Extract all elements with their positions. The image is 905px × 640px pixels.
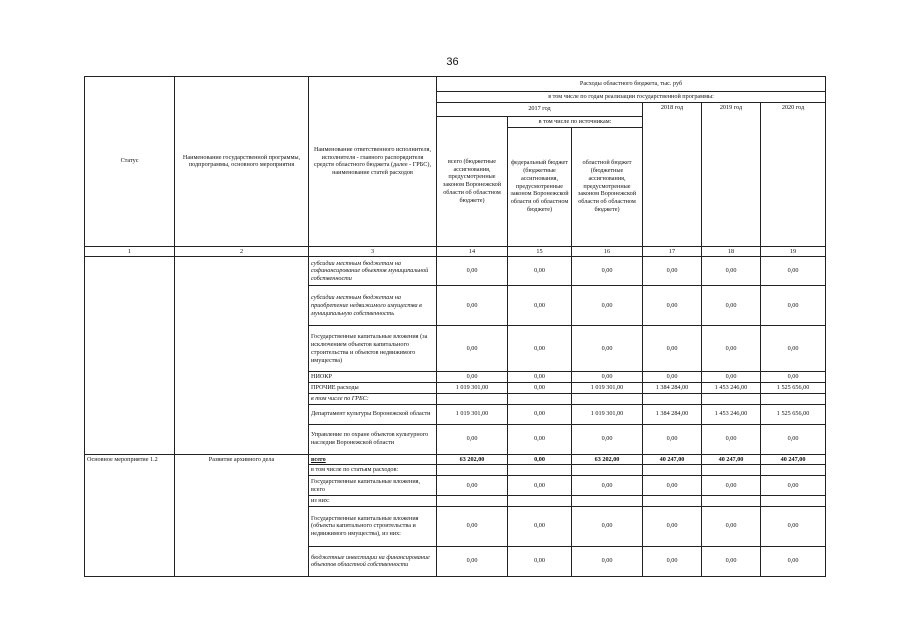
value-cell <box>643 496 702 507</box>
value-cell: 0,00 <box>702 506 761 546</box>
value-cell: 1 525 656,00 <box>761 383 826 394</box>
budget-table <box>84 76 826 577</box>
value-cell: 40 247,00 <box>702 454 761 465</box>
value-cell: 0,00 <box>508 404 572 424</box>
col-number: 14 <box>437 246 508 257</box>
value-cell: 0,00 <box>761 372 826 383</box>
status-cell-empty <box>85 257 175 454</box>
value-cell: 0,00 <box>437 326 508 372</box>
value-cell: 0,00 <box>572 286 643 326</box>
value-cell: 0,00 <box>437 506 508 546</box>
value-cell: 1 019 301,00 <box>437 383 508 394</box>
col-number: 3 <box>309 246 437 257</box>
value-cell: 0,00 <box>761 326 826 372</box>
value-cell: 0,00 <box>702 326 761 372</box>
value-cell: 0,00 <box>437 286 508 326</box>
value-cell: 0,00 <box>761 546 826 576</box>
value-cell: 1 525 656,00 <box>761 404 826 424</box>
header-year-2017: 2017 год <box>437 102 643 116</box>
value-cell <box>437 465 508 476</box>
row-label: в том числе по статьям расходов: <box>309 465 437 476</box>
value-cell: 0,00 <box>702 286 761 326</box>
header-regional-col: областной бюджет (бюджетные ассигнования, предусмотренные законом Воронежской области об областном бюджете) <box>572 127 643 246</box>
value-cell: 0,00 <box>761 424 826 454</box>
row-label: Государственные капитальные вложения (объекты капитального строительства и недвижимого имущества), из них: <box>309 506 437 546</box>
value-cell: 0,00 <box>437 372 508 383</box>
value-cell: 40 247,00 <box>643 454 702 465</box>
row-label: НИОКР <box>309 372 437 383</box>
value-cell <box>437 496 508 507</box>
value-cell: 0,00 <box>761 257 826 286</box>
value-cell: 1 019 301,00 <box>437 404 508 424</box>
value-cell: 0,00 <box>437 546 508 576</box>
row-label: субсидии местным бюджетам на приобретение недвижимого имущества в муниципальную собственность <box>309 286 437 326</box>
row-label: Управление по охране объектов культурного наследия Воронежской области <box>309 424 437 454</box>
value-cell <box>702 465 761 476</box>
value-cell: 0,00 <box>572 257 643 286</box>
value-cell: 0,00 <box>643 546 702 576</box>
value-cell: 0,00 <box>643 476 702 496</box>
value-cell: 0,00 <box>572 476 643 496</box>
table-row <box>85 454 826 465</box>
value-cell: 0,00 <box>643 257 702 286</box>
section-status: Основное мероприятие 1.2 <box>85 454 175 576</box>
value-cell <box>572 465 643 476</box>
header-federal-col: федеральный бюджет (бюджетные ассигнования, предусмотренные законом Воронежской области об областном бюджете) <box>508 127 572 246</box>
value-cell: 0,00 <box>643 506 702 546</box>
value-cell <box>643 393 702 404</box>
value-cell: 0,00 <box>572 546 643 576</box>
value-cell: 1 019 301,00 <box>572 383 643 394</box>
value-cell <box>572 496 643 507</box>
row-label: Департамент культуры Воронежской области <box>309 404 437 424</box>
header-year-2019: 2019 год <box>702 102 761 246</box>
value-cell: 0,00 <box>702 546 761 576</box>
table-row <box>85 257 826 286</box>
value-cell: 0,00 <box>643 286 702 326</box>
value-cell <box>572 393 643 404</box>
value-cell: 0,00 <box>508 454 572 465</box>
header-by-sources: в том числе по источникам: <box>508 116 643 127</box>
value-cell <box>643 465 702 476</box>
header-by-years: в том числе по годам реализации государственной программы: <box>437 92 826 103</box>
value-cell: 0,00 <box>702 476 761 496</box>
value-cell: 0,00 <box>643 326 702 372</box>
value-cell: 0,00 <box>508 506 572 546</box>
value-cell <box>508 465 572 476</box>
value-cell: 0,00 <box>761 506 826 546</box>
col-number: 17 <box>643 246 702 257</box>
header-status: Статус <box>85 77 175 247</box>
value-cell: 0,00 <box>702 257 761 286</box>
value-cell <box>508 393 572 404</box>
value-cell: 1 019 301,00 <box>572 404 643 424</box>
value-cell: 0,00 <box>761 286 826 326</box>
value-cell <box>761 496 826 507</box>
value-cell: 63 202,00 <box>437 454 508 465</box>
value-cell: 0,00 <box>572 326 643 372</box>
row-label: ПРОЧИЕ расходы <box>309 383 437 394</box>
header-year-2020: 2020 год <box>761 102 826 246</box>
value-cell: 1 384 284,00 <box>643 383 702 394</box>
value-cell: 0,00 <box>437 476 508 496</box>
value-cell: 0,00 <box>643 424 702 454</box>
header-total-col: всего (бюджетные ассигнования, предусмотренные законом Воронежской области об областном бюджете) <box>437 116 508 246</box>
value-cell: 0,00 <box>643 372 702 383</box>
row-label: из них: <box>309 496 437 507</box>
value-cell: 0,00 <box>508 372 572 383</box>
value-cell: 0,00 <box>508 383 572 394</box>
header-executor: Наименование ответственного исполнителя, исполнителя - главного распорядителя средств областного бюджета (далее - ГРБС), наименование статей расходов <box>309 77 437 247</box>
value-cell: 0,00 <box>702 372 761 383</box>
section-name: Развитие архивного дела <box>175 454 309 576</box>
page-number: 36 <box>446 56 459 68</box>
value-cell: 1 453 246,00 <box>702 404 761 424</box>
row-label: Государственные капитальные вложения (за исключением объектов капитального строительства и объектов недвижимого имущества) <box>309 326 437 372</box>
value-cell: 0,00 <box>572 424 643 454</box>
column-numbers-row <box>85 246 826 257</box>
value-cell: 0,00 <box>761 476 826 496</box>
value-cell: 0,00 <box>437 424 508 454</box>
value-cell: 0,00 <box>508 546 572 576</box>
col-number: 16 <box>572 246 643 257</box>
header-year-2018: 2018 год <box>643 102 702 246</box>
row-label: всего <box>309 454 437 465</box>
value-cell <box>702 393 761 404</box>
value-cell: 0,00 <box>702 424 761 454</box>
value-cell <box>702 496 761 507</box>
row-label: в том числе по ГРБС: <box>309 393 437 404</box>
value-cell: 0,00 <box>572 372 643 383</box>
header-program-name: Наименование государственной программы, подпрограммы, основного мероприятия <box>175 77 309 247</box>
col-number: 18 <box>702 246 761 257</box>
value-cell: 0,00 <box>572 506 643 546</box>
row-label: Государственные капитальные вложения, всего <box>309 476 437 496</box>
value-cell: 0,00 <box>508 257 572 286</box>
col-number: 2 <box>175 246 309 257</box>
value-cell: 0,00 <box>508 286 572 326</box>
col-number: 19 <box>761 246 826 257</box>
value-cell: 40 247,00 <box>761 454 826 465</box>
value-cell <box>437 393 508 404</box>
value-cell <box>761 465 826 476</box>
value-cell <box>508 496 572 507</box>
row-label: бюджетные инвестиции на финансирование объектов областной собственности <box>309 546 437 576</box>
col-number: 1 <box>85 246 175 257</box>
value-cell: 1 453 246,00 <box>702 383 761 394</box>
value-cell <box>761 393 826 404</box>
program-cell-empty <box>175 257 309 454</box>
value-cell: 63 202,00 <box>572 454 643 465</box>
col-number: 15 <box>508 246 572 257</box>
header-expenses-title: Расходы областного бюджета, тыс. руб <box>437 77 826 92</box>
value-cell: 0,00 <box>508 326 572 372</box>
value-cell: 1 384 284,00 <box>643 404 702 424</box>
row-label: субсидии местным бюджетам на софинансирование объектов муниципальной собственности <box>309 257 437 286</box>
value-cell: 0,00 <box>508 424 572 454</box>
value-cell: 0,00 <box>437 257 508 286</box>
value-cell: 0,00 <box>508 476 572 496</box>
